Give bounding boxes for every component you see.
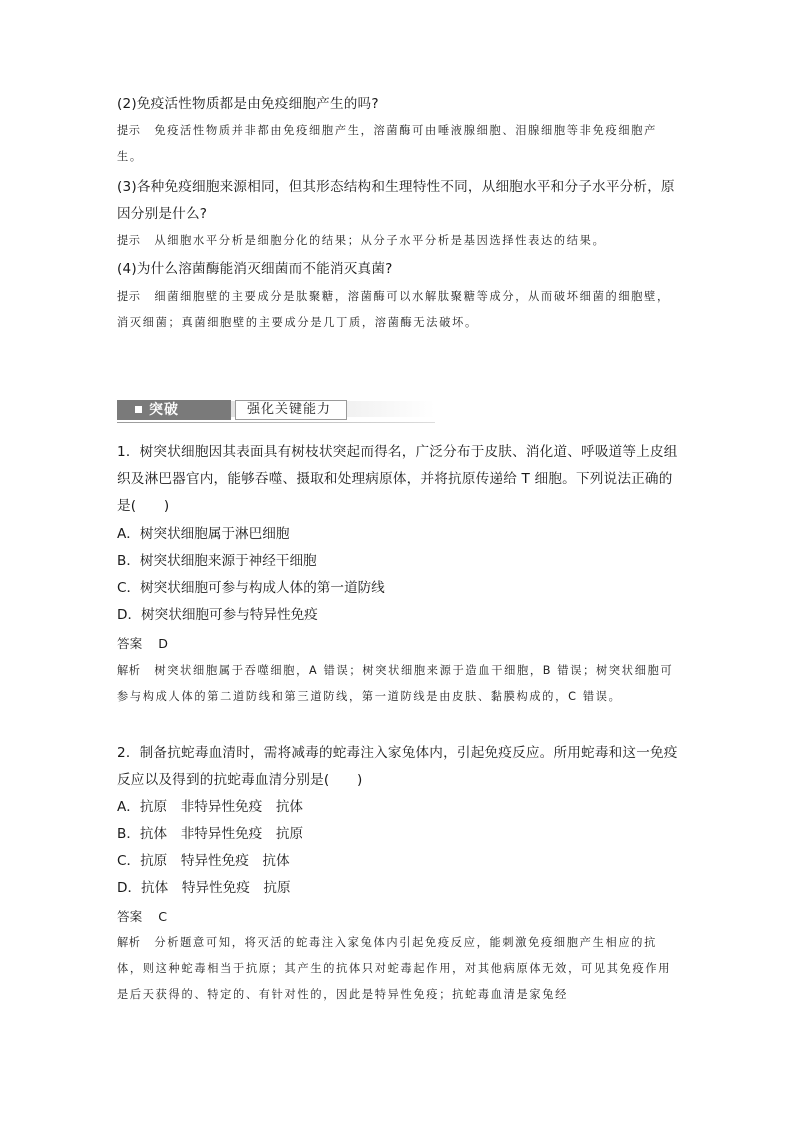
option-d: D．抗体 特异性免疫 抗原 <box>117 880 291 896</box>
banner-title: 突破 <box>149 402 179 418</box>
question-3-text: (3)各种免疫细胞来源相同，但其形态结构和生理特性不同，从细胞水平和分子水平分析，原因分别是什么? <box>117 179 675 222</box>
banner-underline <box>117 422 435 423</box>
hint-label: 提示 <box>117 234 141 247</box>
analysis-block <box>117 930 680 1008</box>
analysis-label: 解析 <box>117 664 141 677</box>
hint-text: 免疫活性物质并非都由免疫细胞产生，溶菌酶可由唾液腺细胞、泪腺细胞等非免疫细胞产生。 <box>117 124 658 163</box>
option-b: B．树突状细胞来源于神经干细胞 <box>117 553 317 569</box>
answer-value: D <box>158 636 168 651</box>
hint-label: 提示 <box>117 290 141 303</box>
question-4-text: (4)为什么溶菌酶能消灭细菌而不能消灭真菌? <box>117 261 393 277</box>
hint-label: 提示 <box>117 124 141 137</box>
question-3-hint <box>117 228 680 254</box>
question-2-hint <box>117 118 680 170</box>
option-a: A．树突状细胞属于淋巴细胞 <box>117 526 290 542</box>
option-c: C．抗原 特异性免疫 抗体 <box>117 853 290 869</box>
analysis-text: 分析题意可知，将灭活的蛇毒注入家兔体内引起免疫反应，能刺激免疫细胞产生相应的抗体，则这种蛇毒相当于抗原；其产生的抗体只对蛇毒起作用，对其他病原体无效，可见其免疫作用是后天获得的、特定的、有针对性的，因此是特异性免疫；抗蛇毒血清是家兔经 <box>117 936 672 1001</box>
option-b: B．抗体 非特异性免疫 抗原 <box>117 826 304 842</box>
analysis-label: 解析 <box>117 936 141 949</box>
section-banner <box>117 396 435 425</box>
answer-label: 答案 <box>117 636 143 651</box>
hint-text: 细菌细胞壁的主要成分是肽聚糖，溶菌酶可以水解肽聚糖等成分，从而破坏细菌的细胞壁，消灭细菌；真菌细胞壁的主要成分是几丁质，溶菌酶无法破坏。 <box>117 290 670 329</box>
question-4-hint <box>117 284 680 336</box>
question-2-text: (2)免疫活性物质都是由免疫细胞产生的吗? <box>117 96 379 112</box>
answer-label: 答案 <box>117 909 143 924</box>
option-c: C．树突状细胞可参与构成人体的第一道防线 <box>117 580 385 596</box>
banner-subtitle: 强化关键能力 <box>247 402 332 417</box>
option-d: D．树突状细胞可参与特异性免疫 <box>117 607 318 623</box>
analysis-block <box>117 658 680 710</box>
analysis-text: 树突状细胞属于吞噬细胞，A 错误；树突状细胞来源于造血干细胞，B 错误；树突状细胞可参与构成人体的第二道防线和第三道防线，第一道防线是由皮肤、黏膜构成的，C 错误。 <box>117 664 674 703</box>
question-stem: 1．树突状细胞因其表面具有树枝状突起而得名，广泛分布于皮肤、消化道、呼吸道等上皮组织及淋巴器官内，能够吞噬、摄取和处理病原体，并将抗原传递给 T 细胞。下列说法正确的是( ) <box>117 444 678 514</box>
answer-line <box>117 903 167 930</box>
hint-text: 从细胞水平分析是细胞分化的结果；从分子水平分析是基因选择性表达的结果。 <box>154 234 606 247</box>
question-stem: 2．制备抗蛇毒血清时，需将减毒的蛇毒注入家兔体内，引起免疫反应。所用蛇毒和这一免疫反应以及得到的抗蛇毒血清分别是( ) <box>117 745 678 788</box>
answer-value: C <box>158 909 167 924</box>
option-a: A．抗原 非特异性免疫 抗体 <box>117 799 304 815</box>
answer-line <box>117 630 168 657</box>
square-bullet-icon <box>135 406 142 413</box>
